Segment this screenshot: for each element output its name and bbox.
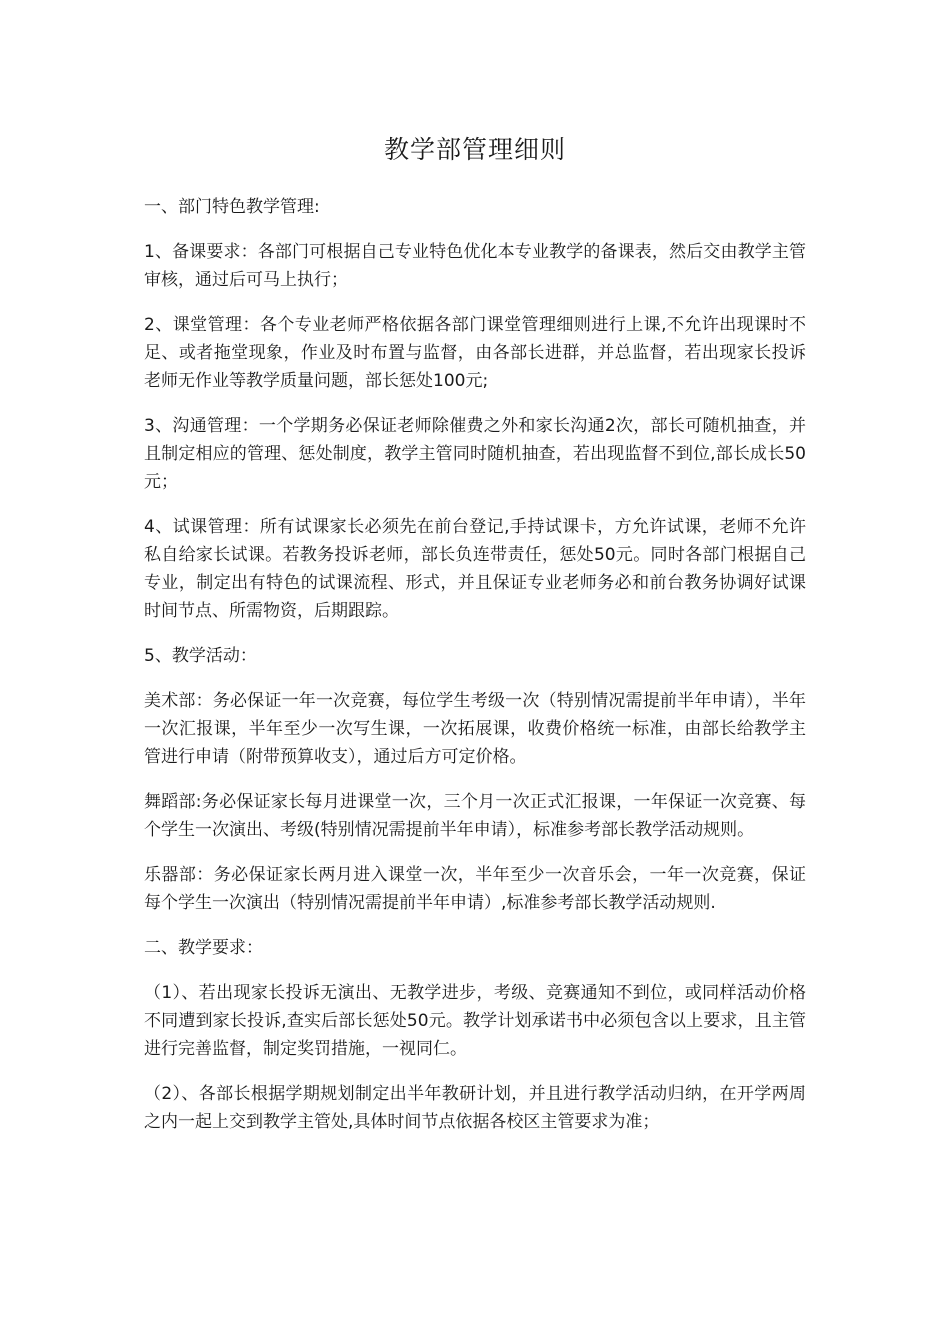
document-body (144, 193, 806, 1153)
section-heading-1: 一、部门特色教学管理: (144, 197, 320, 217)
paragraph-requirement-2: （2）、各部长根据学期规划制定出半年教研计划，并且进行教学活动归纳，在开学两周之内一起上交到教学主管处,具体时间节点依据各校区主管要求为准； (144, 1084, 806, 1132)
document-title: 教学部管理细则 (383, 135, 566, 164)
paragraph-lesson-prep: 1、备课要求：各部门可根据自己专业特色优化本专业教学的备课表，然后交由教学主管审核，通过后可马上执行； (144, 242, 806, 290)
paragraph-dance-department: 舞蹈部:务必保证家长每月进课堂一次，三个月一次正式汇报课，一年保证一次竞赛、每个学生一次演出、考级(特别情况需提前半年申请），标准参考部长教学活动规则。 (144, 792, 806, 840)
paragraph-trial-class-management: 4、试课管理：所有试课家长必须先在前台登记,手持试课卡，方允许试课，老师不允许私自给家长试课。若教务投诉老师，部长负连带责任，惩处50元。同时各部门根据自己专业，制定出有特色的试课流程、形式，并且保证专业老师务必和前台教务协调好试课时间节点、所需物资，后期跟踪。 (144, 517, 806, 621)
section-heading-2: 二、教学要求： (144, 938, 263, 958)
paragraph-classroom-management: 2、课堂管理：各个专业老师严格依据各部门课堂管理细则进行上课,不允许出现课时不足、或者拖堂现象，作业及时布置与监督，由各部长进群，并总监督，若出现家长投诉老师无作业等教学质量问题，部长惩处100元; (144, 315, 806, 391)
paragraph-music-department: 乐器部：务必保证家长两月进入课堂一次，半年至少一次音乐会，一年一次竞赛，保证每个学生一次演出（特别情况需提前半年申请）,标准参考部长教学活动规则. (144, 865, 806, 913)
paragraph-teaching-activities-heading: 5、教学活动： (144, 646, 257, 666)
paragraph-communication-management: 3、沟通管理：一个学期务必保证老师除催费之外和家长沟通2次，部长可随机抽查，并且制定相应的管理、惩处制度，教学主管同时随机抽查，若出现监督不到位,部长成长50元； (144, 416, 806, 492)
paragraph-requirement-1: （1）、若出现家长投诉无演出、无教学进步，考级、竞赛通知不到位，或同样活动价格不同遭到家长投诉,查实后部长惩处50元。教学计划承诺书中必须包含以上要求，且主管进行完善监督，制定奖罚措施，一视同仁。 (144, 983, 806, 1059)
paragraph-art-department: 美术部：务必保证一年一次竞赛，每位学生考级一次（特别情况需提前半年申请），半年一次汇报课，半年至少一次写生课，一次拓展课，收费价格统一标准，由部长给教学主管进行申请（附带预算收支），通过后方可定价格。 (144, 691, 806, 767)
